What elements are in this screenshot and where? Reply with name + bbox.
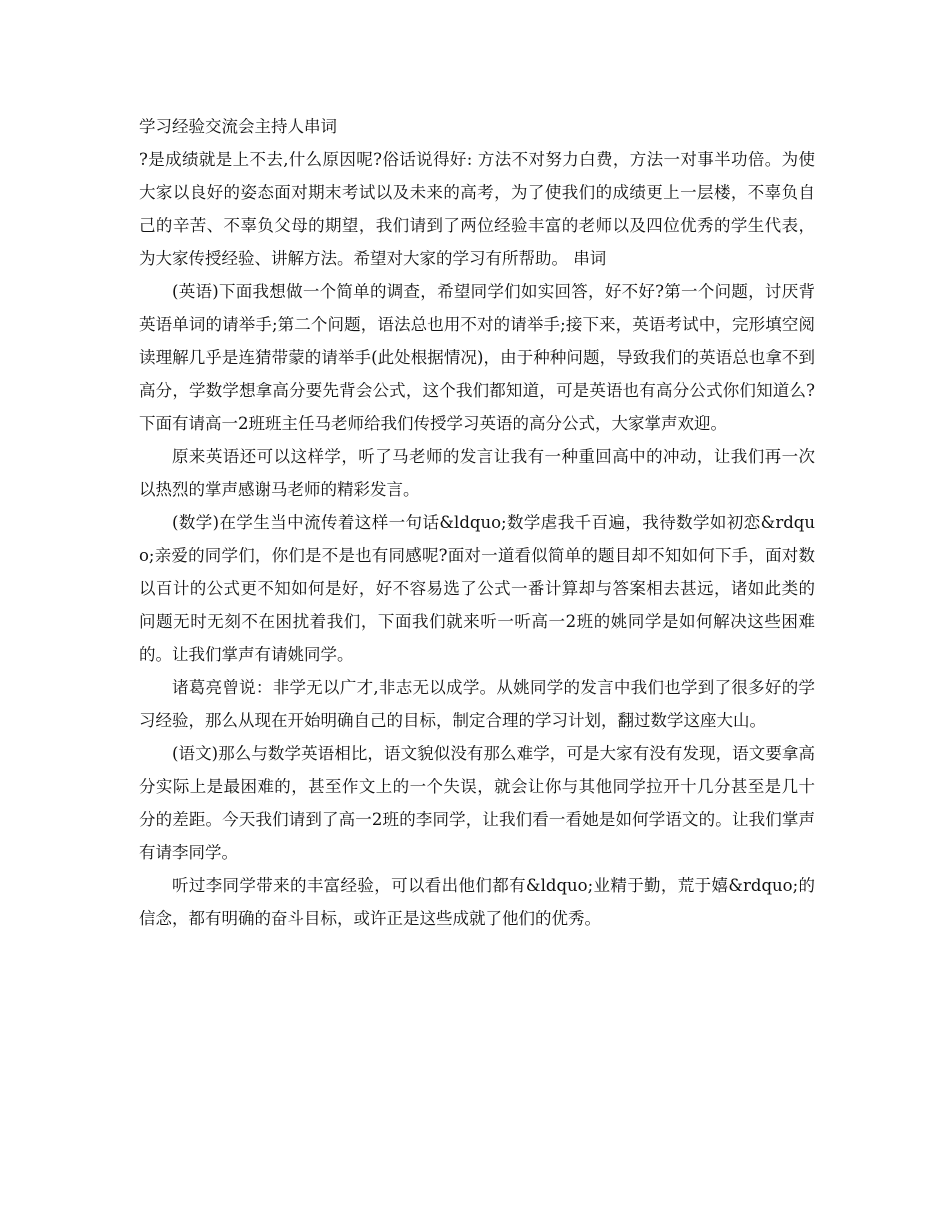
document-page xyxy=(139,110,815,935)
paragraph-intro: ?是成绩就是上不去,什么原因呢?俗话说得好: 方法不对努力白费，方法一对事半功倍。为使大家以良好的姿态面对期末考试以及未来的高考，为了使我们的成绩更上一层楼，不辜负自己的辛苦、不辜负父母的期望，我们请到了两位经验丰富的老师以及四位优秀的学生代表，为大家传授经验、讲解方法。希望对大家的学习有所帮助。 串词 xyxy=(139,150,815,268)
document-title: 学习经验交流会主持人串词 xyxy=(139,117,337,136)
paragraph-english: (英语)下面我想做一个简单的调查，希望同学们如实回答，好不好?第一个问题，讨厌背英语单词的请举手;第二个问题，语法总也用不对的请举手;接下来，英语考试中，完形填空阅读理解几乎是连猜带蒙的请举手(此处根据情况)，由于种种问题，导致我们的英语总也拿不到高分，学数学想拿高分要先背会公式，这个我们都知道，可是英语也有高分公式你们知道么?下面有请高一2班班主任马老师给我们传授学习英语的高分公式，大家掌声欢迎。 xyxy=(139,282,815,433)
paragraph-math: (数学)在学生当中流传着这样一句话&ldquo;数学虐我千百遍，我待数学如初恋&rdquo;亲爱的同学们，你们是不是也有同感呢?面对一道看似简单的题目却不知如何下手，面对数以百计的公式更不知如何是好，好不容易选了公式一番计算却与答案相去甚远，诸如此类的问题无时无刻不在困扰着我们，下面我们就来听一听高一2班的姚同学是如何解决这些困难的。让我们掌声有请姚同学。 xyxy=(139,513,815,664)
paragraph-math-thanks: 诸葛亮曾说：非学无以广才,非志无以成学。从姚同学的发言中我们也学到了很多好的学习经验，那么从现在开始明确自己的目标，制定合理的学习计划，翻过数学这座大山。 xyxy=(139,678,815,730)
paragraph-english-thanks: 原来英语还可以这样学，听了马老师的发言让我有一种重回高中的冲动，让我们再一次以热烈的掌声感谢马老师的精彩发言。 xyxy=(139,447,815,499)
paragraph-chinese: (语文)那么与数学英语相比，语文貌似没有那么难学，可是大家有没有发现，语文要拿高分实际上是最困难的，甚至作文上的一个失误，就会让你与其他同学拉开十几分甚至是几十分的差距。今天我们请到了高一2班的李同学，让我们看一看她是如何学语文的。让我们掌声有请李同学。 xyxy=(139,744,815,862)
paragraph-chinese-thanks: 听过李同学带来的丰富经验，可以看出他们都有&ldquo;业精于勤，荒于嬉&rdquo;的信念，都有明确的奋斗目标，或许正是这些成就了他们的优秀。 xyxy=(139,876,815,928)
